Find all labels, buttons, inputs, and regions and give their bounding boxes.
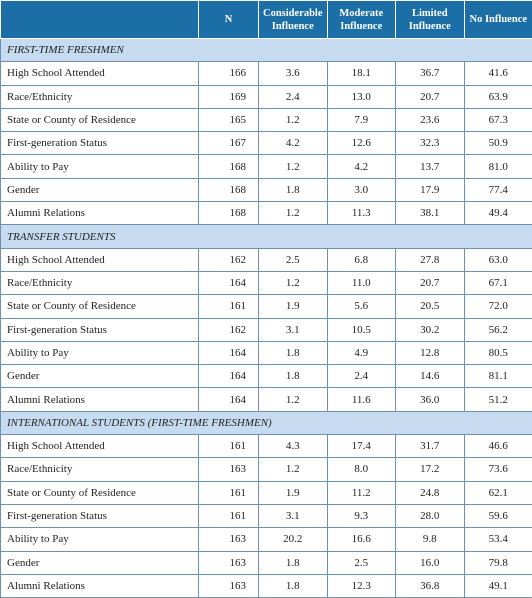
considerable-value: 3.1 [259, 504, 328, 527]
considerable-value: 1.2 [259, 202, 328, 225]
moderate-value: 11.0 [327, 271, 396, 294]
no-influence-value: 80.5 [464, 341, 532, 364]
limited-value: 28.0 [396, 504, 465, 527]
table-row [1, 108, 532, 131]
n-value: 163 [199, 528, 259, 551]
row-label: State or County of Residence [1, 481, 199, 504]
no-influence-value: 56.2 [464, 318, 532, 341]
section-header-row [1, 225, 532, 248]
moderate-value: 16.6 [327, 528, 396, 551]
row-label: Gender [1, 365, 199, 388]
n-value: 164 [199, 388, 259, 411]
considerable-value: 1.2 [259, 458, 328, 481]
section-header-row [1, 39, 532, 62]
row-label: High School Attended [1, 62, 199, 85]
table-row [1, 155, 532, 178]
row-label: First-generation Status [1, 504, 199, 527]
table-header [1, 1, 532, 39]
n-value: 168 [199, 178, 259, 201]
no-influence-value: 72.0 [464, 295, 532, 318]
no-influence-value: 67.1 [464, 271, 532, 294]
limited-value: 32.3 [396, 132, 465, 155]
no-influence-value: 67.3 [464, 108, 532, 131]
table-row [1, 85, 532, 108]
table-row [1, 528, 532, 551]
header-cell-moderate: Moderate Influence [327, 1, 396, 39]
moderate-value: 11.2 [327, 481, 396, 504]
no-influence-value: 81.1 [464, 365, 532, 388]
no-influence-value: 62.1 [464, 481, 532, 504]
n-value: 163 [199, 458, 259, 481]
table-row [1, 62, 532, 85]
table-row [1, 504, 532, 527]
n-value: 161 [199, 295, 259, 318]
n-value: 161 [199, 435, 259, 458]
no-influence-value: 81.0 [464, 155, 532, 178]
considerable-value: 1.8 [259, 551, 328, 574]
n-value: 167 [199, 132, 259, 155]
no-influence-value: 49.4 [464, 202, 532, 225]
row-label: State or County of Residence [1, 108, 199, 131]
moderate-value: 9.3 [327, 504, 396, 527]
moderate-value: 13.0 [327, 85, 396, 108]
table-row [1, 481, 532, 504]
table-row [1, 365, 532, 388]
row-label: High School Attended [1, 435, 199, 458]
section-header-row [1, 411, 532, 434]
table-row [1, 178, 532, 201]
moderate-value: 17.4 [327, 435, 396, 458]
n-value: 168 [199, 155, 259, 178]
moderate-value: 4.9 [327, 341, 396, 364]
moderate-value: 6.8 [327, 248, 396, 271]
limited-value: 36.7 [396, 62, 465, 85]
n-value: 166 [199, 62, 259, 85]
limited-value: 36.0 [396, 388, 465, 411]
limited-value: 30.2 [396, 318, 465, 341]
n-value: 161 [199, 481, 259, 504]
no-influence-value: 79.8 [464, 551, 532, 574]
n-value: 168 [199, 202, 259, 225]
considerable-value: 1.2 [259, 271, 328, 294]
row-label: Ability to Pay [1, 528, 199, 551]
limited-value: 17.9 [396, 178, 465, 201]
table-row [1, 132, 532, 155]
moderate-value: 5.6 [327, 295, 396, 318]
limited-value: 17.2 [396, 458, 465, 481]
no-influence-value: 41.6 [464, 62, 532, 85]
section-title: TRANSFER STUDENTS [1, 225, 532, 248]
moderate-value: 12.3 [327, 574, 396, 597]
moderate-value: 10.5 [327, 318, 396, 341]
row-label: Alumni Relations [1, 202, 199, 225]
moderate-value: 4.2 [327, 155, 396, 178]
moderate-value: 3.0 [327, 178, 396, 201]
table-row [1, 295, 532, 318]
table-row [1, 202, 532, 225]
n-value: 164 [199, 365, 259, 388]
header-cell-n: N [199, 1, 259, 39]
section-title: FIRST-TIME FRESHMEN [1, 39, 532, 62]
considerable-value: 1.8 [259, 574, 328, 597]
considerable-value: 1.8 [259, 178, 328, 201]
n-value: 164 [199, 271, 259, 294]
moderate-value: 8.0 [327, 458, 396, 481]
n-value: 162 [199, 318, 259, 341]
n-value: 162 [199, 248, 259, 271]
considerable-value: 1.2 [259, 388, 328, 411]
no-influence-value: 46.6 [464, 435, 532, 458]
limited-value: 36.8 [396, 574, 465, 597]
row-label: Alumni Relations [1, 388, 199, 411]
table-row [1, 551, 532, 574]
no-influence-value: 63.0 [464, 248, 532, 271]
row-label: Gender [1, 178, 199, 201]
limited-value: 24.8 [396, 481, 465, 504]
table-body [1, 39, 532, 598]
header-cell-limited: Limited Influence [396, 1, 465, 39]
table-row [1, 435, 532, 458]
row-label: Alumni Relations [1, 574, 199, 597]
n-value: 165 [199, 108, 259, 131]
row-label: First-generation Status [1, 318, 199, 341]
no-influence-value: 77.4 [464, 178, 532, 201]
moderate-value: 11.3 [327, 202, 396, 225]
considerable-value: 2.4 [259, 85, 328, 108]
no-influence-value: 53.4 [464, 528, 532, 551]
considerable-value: 1.8 [259, 365, 328, 388]
row-label: Ability to Pay [1, 155, 199, 178]
section-title: INTERNATIONAL STUDENTS (FIRST-TIME FRESHMEN) [1, 411, 532, 434]
considerable-value: 2.5 [259, 248, 328, 271]
no-influence-value: 73.6 [464, 458, 532, 481]
row-label: Ability to Pay [1, 341, 199, 364]
limited-value: 20.5 [396, 295, 465, 318]
limited-value: 38.1 [396, 202, 465, 225]
limited-value: 14.6 [396, 365, 465, 388]
n-value: 169 [199, 85, 259, 108]
row-label: High School Attended [1, 248, 199, 271]
limited-value: 20.7 [396, 271, 465, 294]
limited-value: 16.0 [396, 551, 465, 574]
no-influence-value: 50.9 [464, 132, 532, 155]
moderate-value: 18.1 [327, 62, 396, 85]
moderate-value: 2.5 [327, 551, 396, 574]
no-influence-value: 59.6 [464, 504, 532, 527]
considerable-value: 20.2 [259, 528, 328, 551]
limited-value: 13.7 [396, 155, 465, 178]
considerable-value: 1.2 [259, 108, 328, 131]
considerable-value: 1.8 [259, 341, 328, 364]
table-row [1, 248, 532, 271]
row-label: Race/Ethnicity [1, 271, 199, 294]
table-row [1, 271, 532, 294]
limited-value: 12.8 [396, 341, 465, 364]
considerable-value: 1.9 [259, 481, 328, 504]
header-row [1, 1, 532, 39]
moderate-value: 2.4 [327, 365, 396, 388]
considerable-value: 4.2 [259, 132, 328, 155]
considerable-value: 1.9 [259, 295, 328, 318]
no-influence-value: 51.2 [464, 388, 532, 411]
table-row [1, 388, 532, 411]
considerable-value: 4.3 [259, 435, 328, 458]
header-cell-considerable: Considerable Influence [259, 1, 328, 39]
considerable-value: 3.6 [259, 62, 328, 85]
row-label: State or County of Residence [1, 295, 199, 318]
header-cell-blank [1, 1, 199, 39]
considerable-value: 3.1 [259, 318, 328, 341]
n-value: 164 [199, 341, 259, 364]
moderate-value: 7.9 [327, 108, 396, 131]
row-label: Gender [1, 551, 199, 574]
table-row [1, 458, 532, 481]
limited-value: 20.7 [396, 85, 465, 108]
considerable-value: 1.2 [259, 155, 328, 178]
limited-value: 31.7 [396, 435, 465, 458]
n-value: 163 [199, 551, 259, 574]
row-label: Race/Ethnicity [1, 458, 199, 481]
moderate-value: 11.6 [327, 388, 396, 411]
n-value: 161 [199, 504, 259, 527]
row-label: First-generation Status [1, 132, 199, 155]
table-row [1, 318, 532, 341]
limited-value: 23.6 [396, 108, 465, 131]
row-label: Race/Ethnicity [1, 85, 199, 108]
moderate-value: 12.6 [327, 132, 396, 155]
no-influence-value: 63.9 [464, 85, 532, 108]
no-influence-value: 49.1 [464, 574, 532, 597]
limited-value: 27.8 [396, 248, 465, 271]
limited-value: 9.8 [396, 528, 465, 551]
n-value: 163 [199, 574, 259, 597]
header-cell-no-influence: No Influence [464, 1, 532, 39]
table-row [1, 574, 532, 597]
table-row [1, 341, 532, 364]
